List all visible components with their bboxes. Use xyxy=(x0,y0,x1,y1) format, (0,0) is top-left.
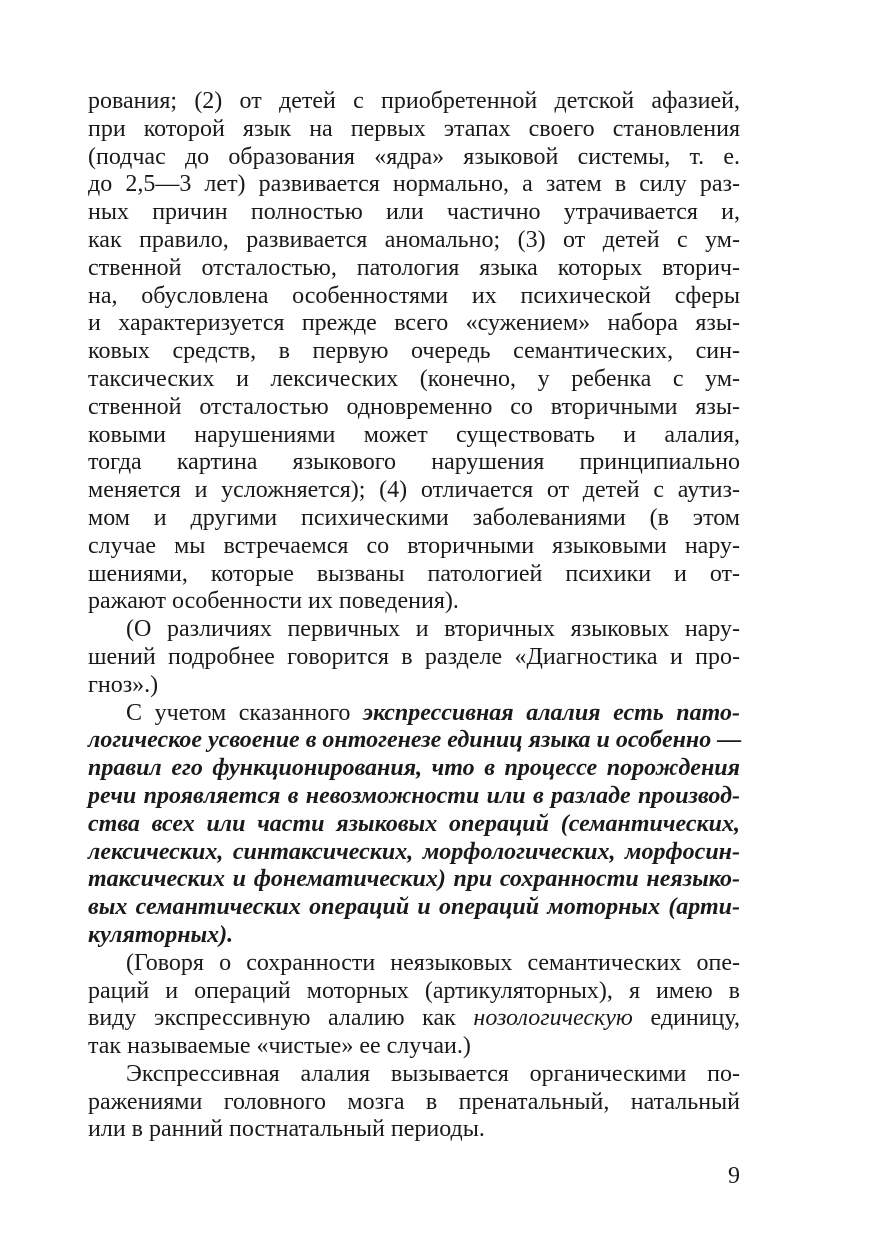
text-segment: ражениями головного мозга в пренатальный, натальный xyxy=(88,1088,740,1115)
text-line xyxy=(88,1089,740,1117)
page-number: 9 xyxy=(728,1163,740,1189)
text-line xyxy=(88,394,740,422)
text-line xyxy=(88,894,740,922)
text-segment: ственной отсталостью одновременно со вторичными язы- xyxy=(88,393,740,420)
text-segment: логическое усвоение в онтогенезе единиц языка и особенно — xyxy=(88,727,742,754)
text-segment: до 2,5—3 лет) развивается нормально, а затем в силу раз- xyxy=(88,171,740,198)
text-line xyxy=(88,755,740,783)
text-line xyxy=(88,839,740,867)
text-line xyxy=(88,950,740,978)
text-segment: ражают особенности их поведения). xyxy=(88,588,459,615)
text-line xyxy=(88,700,740,728)
text-segment: рования; (2) от детей с приобретенной детской афазией, xyxy=(88,88,740,114)
paragraph xyxy=(88,1061,740,1144)
text-segment: на, обусловлена особенностями их психической сферы xyxy=(88,282,740,309)
text-segment: меняется и усложняется); (4) отличается от детей с аутиз- xyxy=(88,477,740,504)
text-segment: Экспрессивная алалия вызывается органическими по- xyxy=(126,1060,740,1087)
text-line xyxy=(88,672,740,700)
text-segment: шений подробнее говорится в разделе «Диагностика и про- xyxy=(88,643,740,670)
text-line xyxy=(88,616,740,644)
text-segment: при которой язык на первых этапах своего становления xyxy=(88,115,740,142)
text-segment: (Говоря о сохранности неязыковых семантических опе- xyxy=(126,949,740,976)
text-line xyxy=(88,116,740,144)
text-segment: раций и операций моторных (артикуляторных), я имею в xyxy=(88,977,740,1004)
text-line xyxy=(88,422,740,450)
text-segment: правил его функционирования, что в процессе порождения xyxy=(88,755,740,782)
text-line xyxy=(88,88,740,116)
text-segment: шениями, которые вызваны патологией психики и от- xyxy=(88,560,740,587)
text-segment: ковых средств, в первую очередь семантических, син- xyxy=(88,338,740,365)
text-line xyxy=(88,1033,740,1061)
text-segment: виду экспрессивную алалию как xyxy=(88,1005,474,1032)
text-line xyxy=(88,978,740,1006)
text-segment: мом и другими психическими заболеваниями (в этом xyxy=(88,504,740,531)
text-line xyxy=(88,922,740,950)
text-line xyxy=(88,1116,740,1144)
text-segment: так называемые «чистые» ее случаи.) xyxy=(88,1033,471,1060)
text-segment: экспрессивная алалия есть пато- xyxy=(363,699,740,726)
text-segment: ных причин полностью или частично утрачивается и, xyxy=(88,199,740,226)
text-line xyxy=(88,505,740,533)
text-segment: нозологическую xyxy=(473,1005,633,1032)
text-line xyxy=(88,477,740,505)
text-line xyxy=(88,227,740,255)
text-line xyxy=(88,866,740,894)
page-body xyxy=(88,88,740,1144)
text-segment: единицу, xyxy=(632,1005,740,1032)
text-segment: как правило, развивается аномально; (3) от детей с ум- xyxy=(88,226,740,253)
text-line xyxy=(88,588,740,616)
text-line xyxy=(88,811,740,839)
text-line xyxy=(88,171,740,199)
text-line xyxy=(88,644,740,672)
text-segment: ственной отсталостью, патология языка которых вторич- xyxy=(88,254,740,281)
text-segment: вых семантических операций и операций моторных (арти- xyxy=(88,894,740,921)
text-segment: лексических, синтаксических, морфологических, морфосин- xyxy=(88,838,740,865)
text-segment: гноз».) xyxy=(88,671,159,698)
text-line xyxy=(88,283,740,311)
text-segment: ковыми нарушениями может существовать и алалия, xyxy=(88,421,740,448)
text-segment: или в ранний постнатальный периоды. xyxy=(88,1116,485,1143)
text-line xyxy=(88,783,740,811)
text-segment: речи проявляется в невозможности или в разладе производ- xyxy=(88,782,740,809)
text-segment: (О различиях первичных и вторичных языковых нару- xyxy=(126,616,740,643)
paragraph xyxy=(88,950,740,1061)
text-segment: С учетом сказанного xyxy=(126,699,364,726)
text-line xyxy=(88,199,740,227)
paragraph xyxy=(88,700,740,950)
text-segment: (подчас до образования «ядра» языковой системы, т. е. xyxy=(88,143,740,170)
paragraph xyxy=(88,88,740,616)
text-line xyxy=(88,310,740,338)
paragraph xyxy=(88,616,740,699)
text-line xyxy=(88,144,740,172)
text-segment: тогда картина языкового нарушения принципиально xyxy=(88,449,740,476)
text-line xyxy=(88,727,740,755)
text-segment: ства всех или части языковых операций (семантических, xyxy=(88,810,740,837)
text-segment: и характеризуется прежде всего «сужением» набора язы- xyxy=(88,310,740,337)
text-line xyxy=(88,561,740,589)
text-line xyxy=(88,255,740,283)
text-segment: таксических и фонематических) при сохранности неязыко- xyxy=(88,866,740,893)
text-line xyxy=(88,449,740,477)
text-segment: таксических и лексических (конечно, у ребенка с ум- xyxy=(88,365,740,392)
text-line xyxy=(88,366,740,394)
text-line xyxy=(88,338,740,366)
text-line xyxy=(88,1005,740,1033)
text-segment: куляторных). xyxy=(88,921,234,948)
text-line xyxy=(88,533,740,561)
text-line xyxy=(88,1061,740,1089)
text-segment: случае мы встречаемся со вторичными языковыми нару- xyxy=(88,532,740,559)
